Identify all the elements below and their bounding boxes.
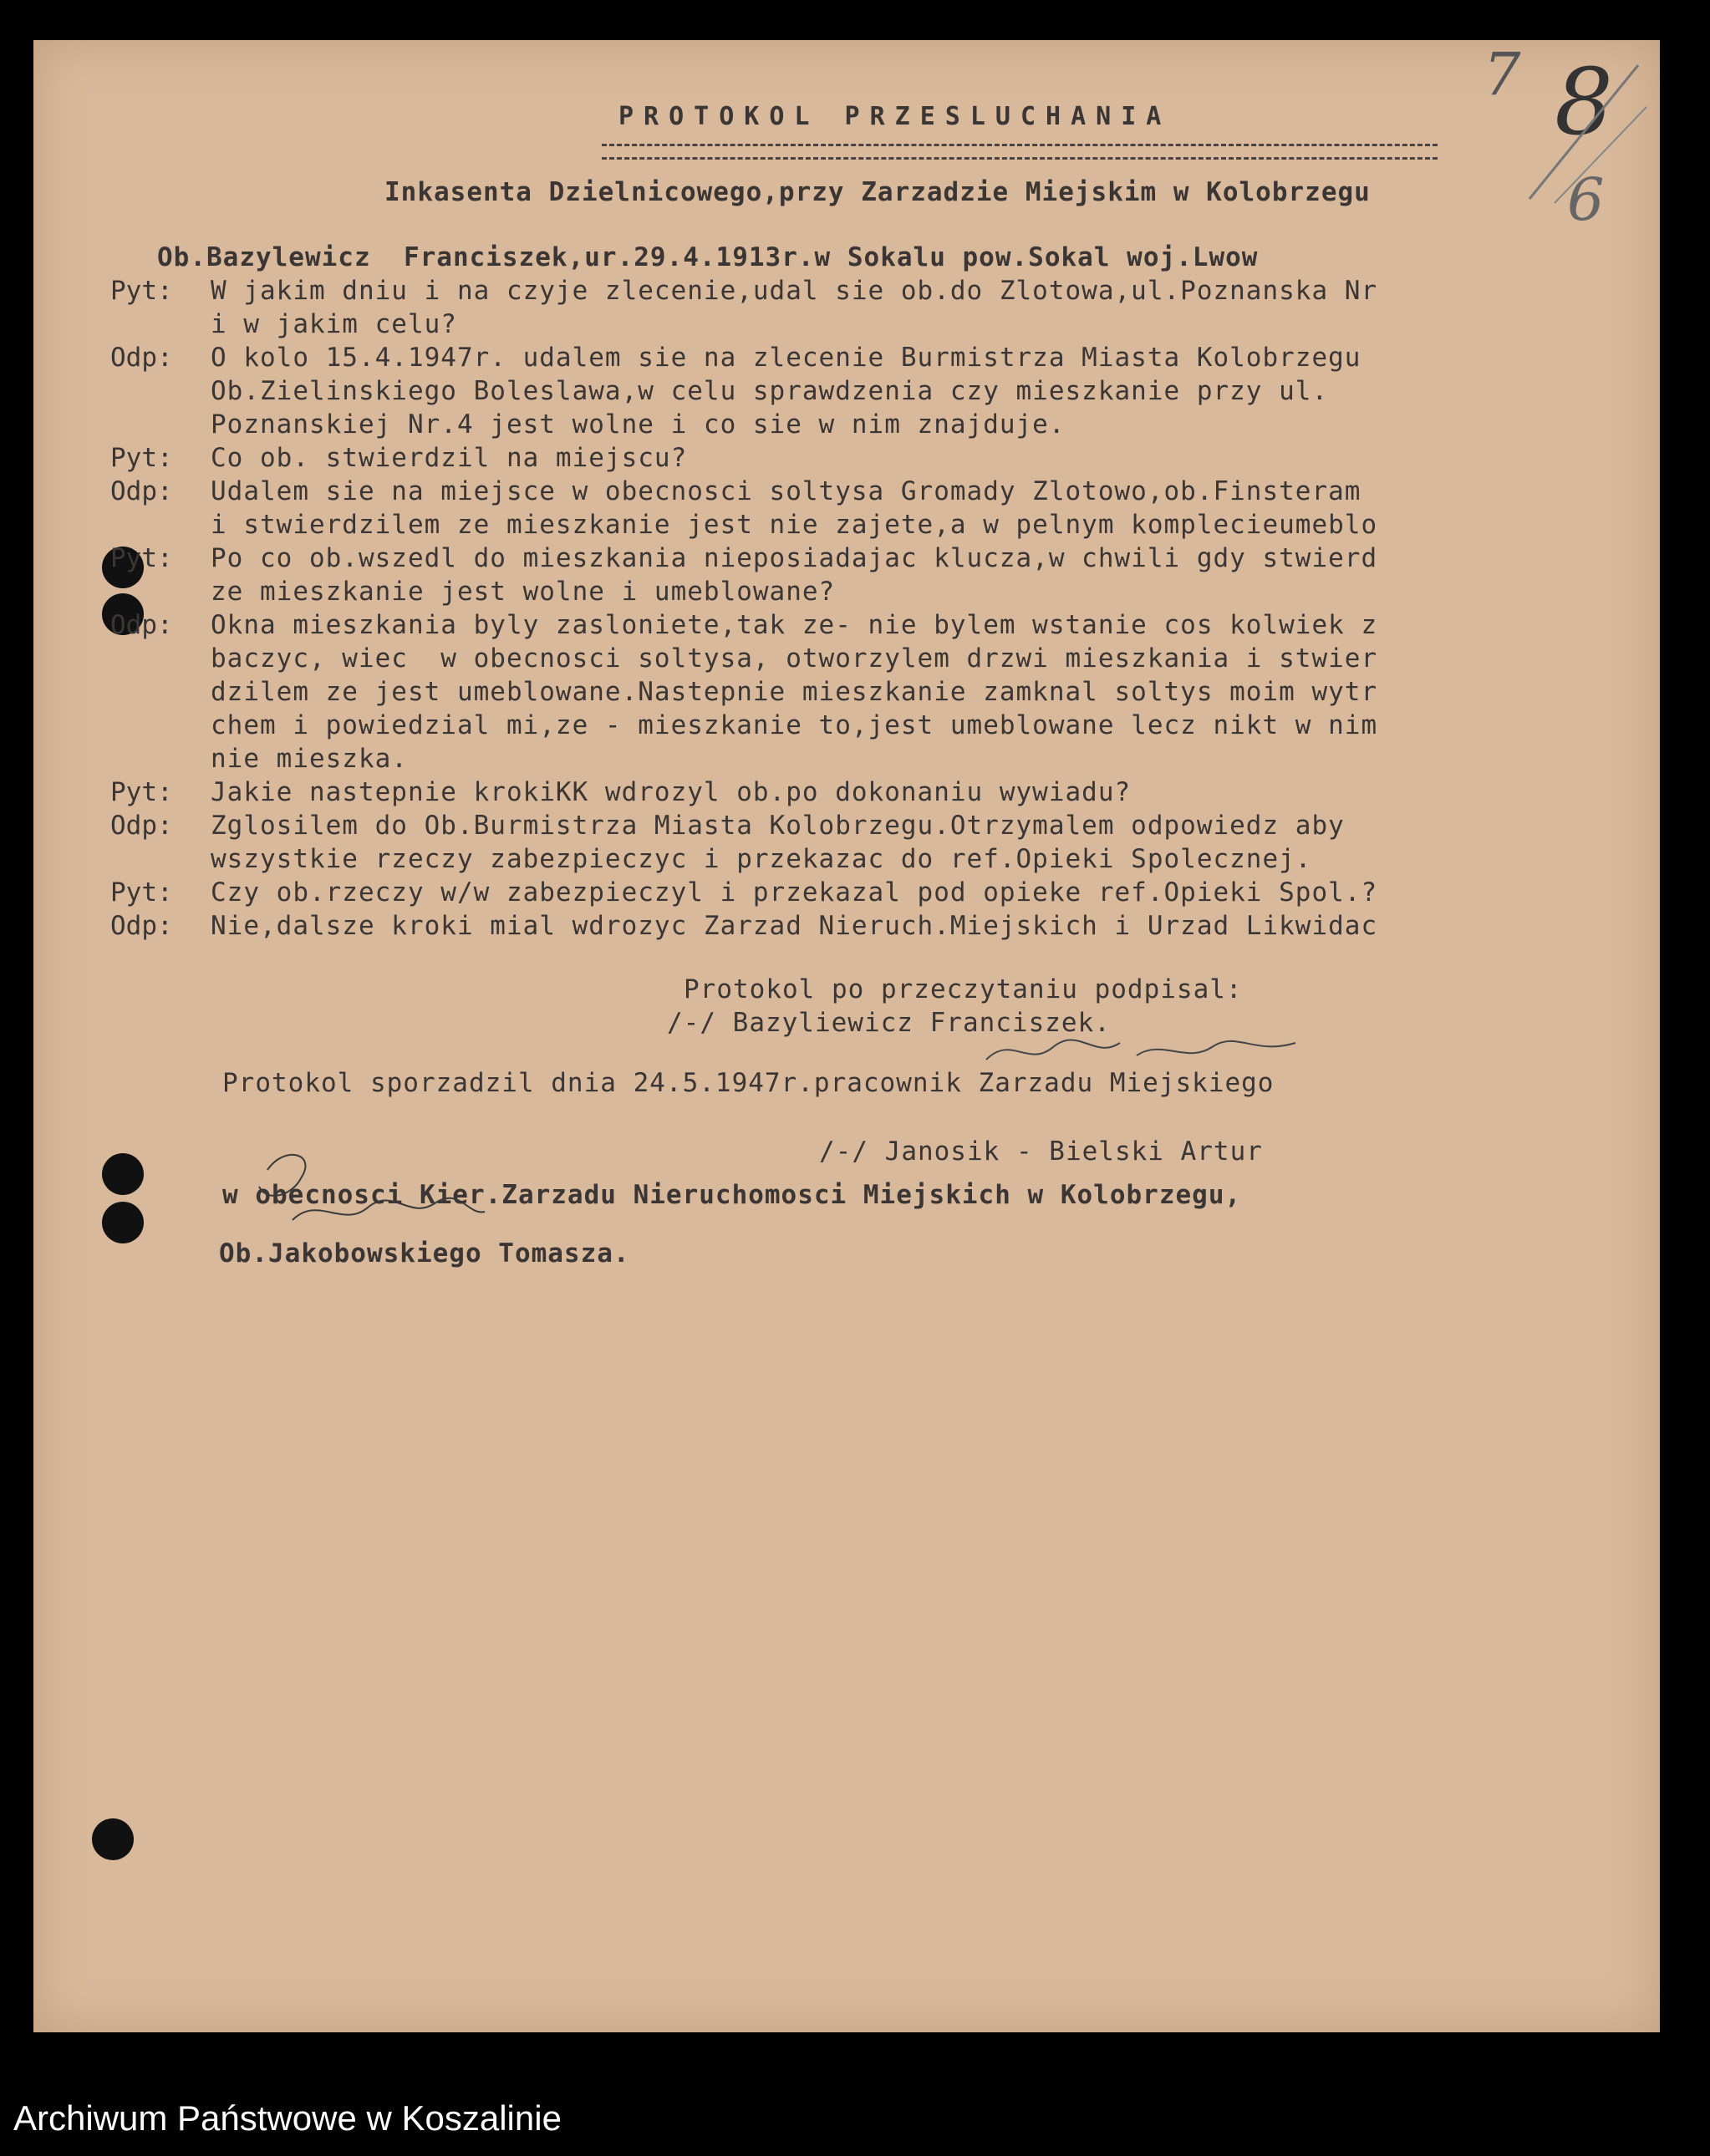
presence-line: w obecnosci Kier.Zarzadu Nieruchomosci Miejskich w Kolobrzegu, [222, 1180, 1242, 1210]
archive-caption-text: Archiwum Państwowe w Koszalinie [13, 2098, 562, 2138]
answer-text: dzilem ze jest umeblowane.Nastepnie mieszkanie zamknal soltys moim wytr [211, 677, 1378, 707]
question-text: W jakim dniu i na czyje zlecenie,udal sie ob.do Zlotowa,ul.Poznanska Nr [211, 276, 1378, 306]
answer-text: Ob.Zielinskiego Boleslawa,w celu sprawdzenia czy mieszkanie przy ul. [211, 376, 1329, 406]
punch-hole [102, 1202, 144, 1243]
question-label: Pyt: [110, 543, 173, 573]
answer-text: chem i powiedzial mi,ze - mieszkanie to,jest umeblowane lecz nikt w nim [211, 710, 1378, 740]
answer-label: Odp: [110, 343, 173, 373]
answer-text: wszystkie rzeczy zabezpieczyc i przekazac do ref.Opieki Spolecznej. [211, 844, 1312, 874]
question-text: i w jakim celu? [211, 309, 457, 339]
archive-caption [0, 2081, 1710, 2156]
question-text: Jakie nastepnie krokiKK wdrozyl ob.po dokonaniu wywiadu? [211, 777, 1132, 807]
question-text: Po co ob.wszedl do mieszkania nieposiadajac klucza,w chwili gdy stwierd [211, 543, 1378, 573]
document-page [33, 40, 1660, 2032]
page-number-handwritten: 6 [1567, 165, 1605, 234]
answer-text: Udalem sie na miejsce w obecnosci soltysa Gromady Zlotowo,ob.Finsteram [211, 476, 1361, 506]
answer-label: Odp: [110, 811, 173, 841]
question-label: Pyt: [110, 877, 173, 908]
title-underline [602, 144, 1438, 146]
intro-line: Ob.Bazylewicz Franciszek,ur.29.4.1913r.w Sokalu pow.Sokal woj.Lwow [157, 242, 1259, 272]
punch-hole [92, 1818, 134, 1860]
answer-text: baczyc, wiec w obecnosci soltysa, otworzylem drzwi mieszkania i stwier [211, 643, 1378, 674]
question-label: Pyt: [110, 443, 173, 473]
answer-label: Odp: [110, 476, 173, 506]
answer-text: Zglosilem do Ob.Burmistrza Miasta Kolobrzegu.Otrzymalem odpowiedz aby [211, 811, 1345, 841]
answer-text: O kolo 15.4.1947r. udalem sie na zlecenie Burmistrza Miasta Kolobrzegu [211, 343, 1361, 373]
question-text: Co ob. stwierdzil na miejscu? [211, 443, 688, 473]
question-label: Pyt: [110, 777, 173, 807]
page-number-handwritten: 7 [1484, 40, 1521, 109]
answer-text: i stwierdzilem ze mieszkanie jest nie zajete,a w pelnym komplecieumeblo [211, 510, 1378, 540]
signed-name: /-/ Bazyliewicz Franciszek. [667, 1008, 1111, 1038]
handwritten-signature [242, 1145, 493, 1237]
drafter-name: /-/ Janosik - Bielski Artur [819, 1136, 1263, 1167]
folio-strike-mark [1521, 57, 1655, 207]
answer-label: Odp: [110, 610, 173, 640]
question-label: Pyt: [110, 276, 173, 306]
answer-label: Odp: [110, 911, 173, 941]
answer-text: Nie,dalsze kroki mial wdrozyc Zarzad Nieruch.Miejskich i Urzad Likwidac [211, 911, 1378, 941]
answer-text: Okna mieszkania byly zasloniete,tak ze- nie bylem wstanie cos kolwiek z [211, 610, 1378, 640]
document-title: PROTOKOL PRZESLUCHANIA [618, 102, 1172, 131]
question-text: Czy ob.rzeczy w/w zabezpieczyl i przekazal pod opieke ref.Opieki Spol.? [211, 877, 1378, 908]
document-subtitle: Inkasenta Dzielnicowego,przy Zarzadzie Miejskim w Kolobrzegu [384, 177, 1371, 207]
answer-text: Poznanskiej Nr.4 jest wolne i co sie w nim znajduje. [211, 409, 1066, 440]
signed-line: Protokol po przeczytaniu podpisal: [684, 974, 1243, 1004]
drafted-line: Protokol sporzadzil dnia 24.5.1947r.pracownik Zarzadu Miejskiego [222, 1068, 1275, 1098]
page-number-handwritten: 8 [1555, 48, 1613, 155]
presence-name: Ob.Jakobowskiego Tomasza. [219, 1238, 630, 1269]
title-underline [602, 157, 1438, 160]
question-text: ze mieszkanie jest wolne i umeblowane? [211, 577, 836, 607]
punch-hole [102, 1153, 144, 1195]
answer-text: nie mieszka. [211, 744, 408, 774]
